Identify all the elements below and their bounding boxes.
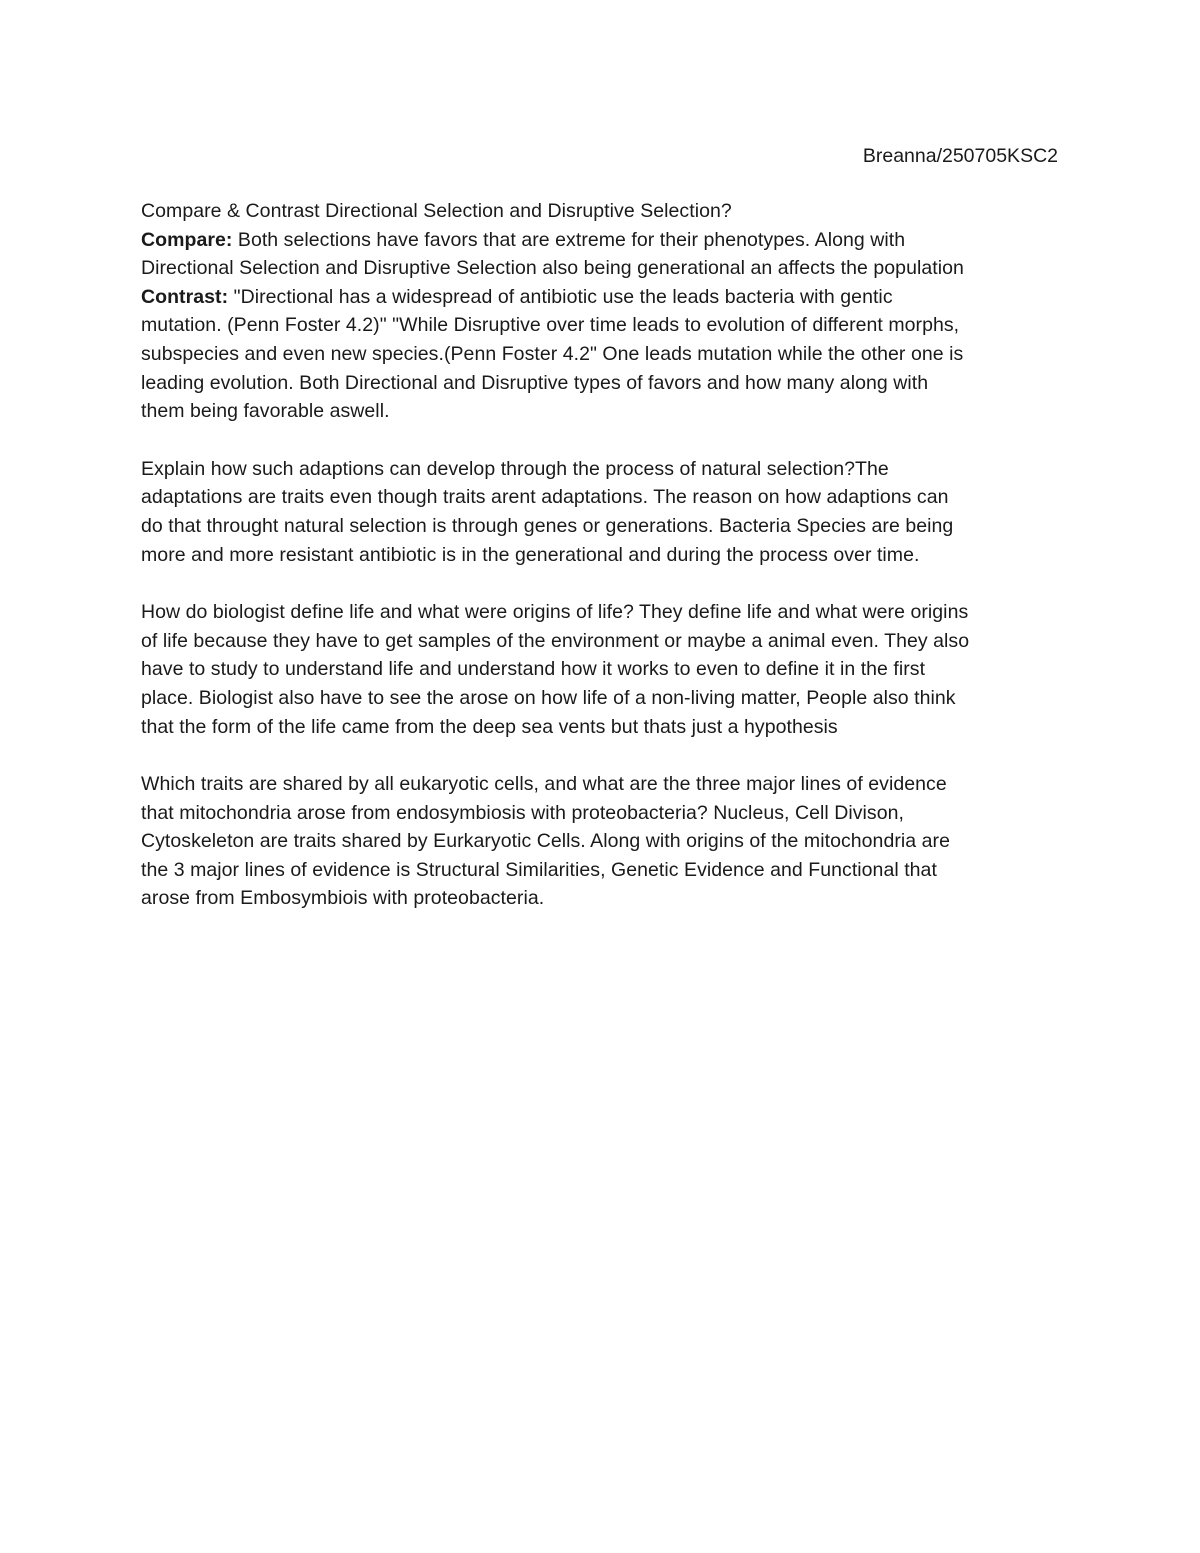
contrast-line-5: them being favorable aswell. <box>141 400 390 423</box>
paragraph-line: more and more resistant antibiotic is in the generational and during the process over time. <box>141 543 920 566</box>
paragraph-line: that the form of the life came from the deep sea vents but thats just a hypothesis <box>141 715 838 738</box>
compare-line-2: Directional Selection and Disruptive Selection also being generational an affects the population <box>141 257 964 280</box>
origins-of-life-section <box>141 598 1071 741</box>
paragraph-line: of life because they have to get samples of the environment or maybe a animal even. They also <box>141 629 970 652</box>
compare-text-1: Both selections have favors that are extreme for their phenotypes. Along with <box>232 228 906 251</box>
paragraph-line: adaptations are traits even though traits arent adaptations. The reason on how adaptions can <box>141 486 949 509</box>
paragraph-line: Which traits are shared by all eukaryotic cells, and what are the three major lines of evidence <box>141 773 947 796</box>
paragraph-line: place. Biologist also have to see the arose on how life of a non-living matter, People also think <box>141 686 956 709</box>
paragraph-line: arose from Embosymbiois with proteobacteria. <box>141 887 545 910</box>
paragraph-line: have to study to understand life and understand how it works to even to define it in the first <box>141 658 926 681</box>
question-compare-contrast: Compare & Contrast Directional Selection and Disruptive Selection? <box>141 200 732 222</box>
contrast-text-1: "Directional has a widespread of antibiotic use the leads bacteria with gentic <box>228 285 893 308</box>
paragraph-line: Cytoskeleton are traits shared by Eurkaryotic Cells. Along with origins of the mitochondria are <box>141 830 950 853</box>
eukaryotic-cells-section <box>141 770 1071 913</box>
contrast-line-4: leading evolution. Both Directional and Disruptive types of favors and how many along with <box>141 371 929 394</box>
paragraph-line: the 3 major lines of evidence is Structural Similarities, Genetic Evidence and Functional that <box>141 858 937 881</box>
contrast-line-3: subspecies and even new species.(Penn Foster 4.2" One leads mutation while the other one is <box>141 342 964 365</box>
student-id-header: Breanna/250705KSC2 <box>862 145 1058 167</box>
paragraph-line: that mitochondria arose from endosymbiosis with proteobacteria? Nucleus, Cell Divison, <box>141 801 904 824</box>
document-body <box>141 197 1071 942</box>
paragraph-line: Explain how such adaptions can develop through the process of natural selection?The <box>141 457 889 480</box>
contrast-label: Contrast: <box>141 285 229 308</box>
compare-line-1 <box>141 226 1071 255</box>
contrast-line-1 <box>141 283 1071 312</box>
paragraph-line: How do biologist define life and what were origins of life? They define life and what were origins <box>141 601 969 624</box>
compare-label: Compare: <box>141 228 233 251</box>
adaptions-section <box>141 455 1071 569</box>
compare-contrast-section <box>141 197 1071 426</box>
paragraph-line: do that throught natural selection is through genes or generations. Bacteria Species are being <box>141 514 954 537</box>
contrast-line-2: mutation. (Penn Foster 4.2)" "While Disruptive over time leads to evolution of different morphs, <box>141 314 960 337</box>
